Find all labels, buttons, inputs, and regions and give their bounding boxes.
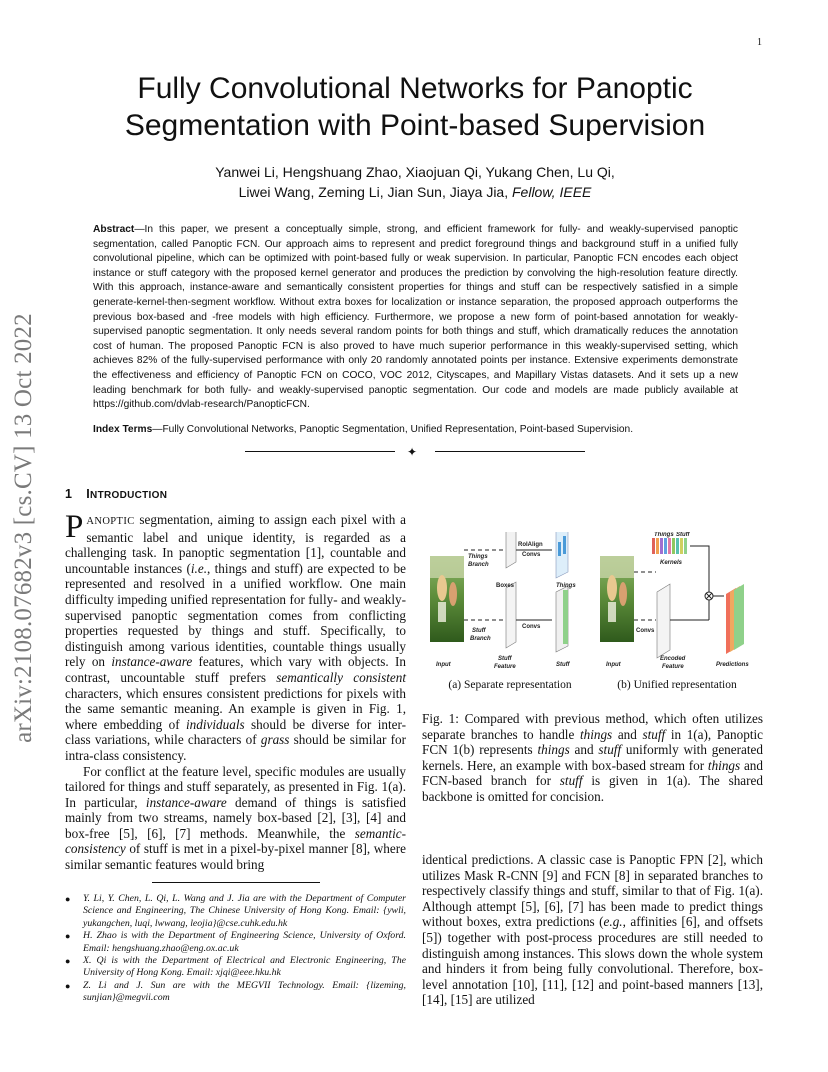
label-convs-mid: Convs <box>522 624 541 630</box>
footnote <box>65 980 406 1005</box>
text-run: demand of things is satisfied mainly from two streams, namely box-based [2], [3], [4] and box-free [5], [6], [7] methods. Meanwhile, the <box>65 794 407 841</box>
title-line-1: Fully Convolutional Networks for Panoptic <box>137 72 693 105</box>
text-run: , things and stuff) are expected to be represented and resolved in a unified workflow. One main difficulty impeding unified representation for fully- and weakly-supervised panoptic segmentation comes from conflicting properties requested by things and stuff. Specifically, to distinguish among various identities, countable things usually rely on <box>65 560 406 670</box>
prediction-stack <box>726 584 744 654</box>
label-boxes: Boxes <box>496 583 515 589</box>
text-run: things <box>537 742 570 758</box>
arxiv-id: arXiv:2108.07682v3 [cs.CV] 13 Oct 2022 <box>10 313 37 743</box>
input-image-b <box>600 556 634 642</box>
text-run: semantically consistent <box>276 669 406 685</box>
text-run: things <box>579 726 613 742</box>
authors-line-1: Yanwei Li, Hengshuang Zhao, Xiaojuan Qi, Yukang Chen, Lu Qi, <box>215 164 615 180</box>
intro-paragraph-2 <box>65 764 406 873</box>
footnotes <box>65 893 406 1005</box>
section-divider <box>245 444 585 460</box>
things-feature-block <box>506 532 516 568</box>
label-roialign: RoIAlign <box>518 542 543 548</box>
label-stuff-branch-1: Stuff <box>472 628 486 634</box>
text-run: instance-aware <box>145 794 227 810</box>
text-run: grass <box>260 732 290 748</box>
text-run: individuals <box>186 716 245 732</box>
arxiv-watermark <box>4 288 44 768</box>
text-run: should be similar for intra-class consistency. <box>65 732 406 763</box>
right-column-body <box>422 852 763 1008</box>
text-run: instance-aware <box>111 654 193 670</box>
divider-line-right <box>435 451 585 452</box>
label-convs-b: Convs <box>636 628 655 634</box>
kernel-stack <box>652 538 687 554</box>
authors-line-2 <box>140 182 690 202</box>
label-input-b: Input <box>606 662 621 668</box>
subcaption-a: (a) Separate representation <box>448 679 572 691</box>
text-run: and <box>569 742 599 758</box>
page-number: 1 <box>757 37 762 48</box>
label-things-branch-2: Branch <box>468 562 489 568</box>
label-input-a: Input <box>436 662 451 668</box>
section-number: 1 <box>65 487 73 501</box>
footnote-text: Z. Li and J. Sun are with the MEGVII Technology. Email: {lizeming, sunjian}@megvii.com <box>83 979 406 1004</box>
bullet-icon: ● <box>65 894 71 904</box>
text-run: semantic-consistency <box>65 825 406 857</box>
label-things: Things <box>556 583 576 589</box>
authors-names: Liwei Wang, Zeming Li, Jian Sun, Jiaya Jia, <box>238 184 512 200</box>
label-stuff-feature-2: Feature <box>494 664 516 670</box>
label-stuff-branch-2: Branch <box>470 636 491 642</box>
paper-title <box>70 70 760 144</box>
text-run: characters, which ensures consistent predictions for pixels with the same semantic meaning. An example is given in Fig. 1, where embedding of <box>65 685 406 732</box>
text-run: uniformly with generated kernels. Here, an example with box-based stream for <box>422 742 763 773</box>
section-title-initial: I <box>86 487 91 501</box>
text-run: , affinities [6], and offsets [5]) together with post-process procedures are still needed to distinguish among instances. This slows down the whole system and hinders it from being fully convolutional. Therefore, box-level annotation [10], [11], [12] and point-based manners [13], [14], [15] are utilized <box>422 914 763 1008</box>
section-heading-introduction <box>65 487 167 501</box>
footnote <box>65 893 406 930</box>
bullet-icon: ● <box>65 931 71 942</box>
footnote <box>65 955 406 980</box>
figure-1-diagram <box>420 532 763 702</box>
section-title-rest: NTRODUCTION <box>90 490 168 501</box>
abstract-text: —In this paper, we present a conceptually simple, strong, and efficient framework for fully- and weakly-supervised panoptic segmentation, called Panoptic FCN. Our approach aims to represent and predict foreground things and background stuff in a unified fully convolutional pipeline, which can be optimized with point-based fully or weak supervision. In particular, Panoptic FCN encodes each object instance or stuff category with the proposed kernel generator and produces the prediction by convolving the high-resolution feature directly. With this approach, instance-aware and semantically consistent properties for things and stuff can be respectively satisfied in a simple generate-kernel-then-segment workflow. Without extra boxes for localization or instance separation, the proposed approach outperforms the previous box-based and -free models with high efficiency. Furthermore, we propose a new form of point-based annotation for weakly-supervised panoptic segmentation. It only needs several random points for both things and stuff, which dramatically reduces the annotation cost of human. The proposed Panoptic FCN is also proved to have much superior performance in this weakly-supervised setting, which achieves 82% of the fully-supervised performance with only 20 randomly annotated points per instance. Extensive experiments demonstrate the effectiveness and efficiency of Panoptic FCN on COCO, VOC 2012, Cityscapes, and Mapillary Vistas datasets. And it sets up a new leading benchmark for both fully- and weakly-supervised panoptic segmentation. Our code and models are made publicly available at https://github.com/dvlab-research/PanopticFCN. <box>93 224 738 411</box>
drop-cap: P <box>65 509 84 545</box>
label-convs-top: Convs <box>522 552 541 558</box>
text-run: Fig. 1: Compared with previous method, which often utilizes separate branches to handle <box>422 711 763 742</box>
title-line-2: Segmentation with Point-based Supervision <box>124 109 706 142</box>
text-run: stuff <box>642 726 666 742</box>
footnote-text: Y. Li, Y. Chen, L. Qi, L. Wang and J. Jia are with the Department of Computer Science and Engineering, The Chinese University of Hong Kong. Email: {ywli, yukangchen, luqi, lwwang, leojia}@cse.cuhk.edu.hk <box>83 893 406 929</box>
text-run: and <box>612 726 643 742</box>
footnote <box>65 930 406 955</box>
footnote-rule <box>152 882 320 883</box>
text-run: stuff <box>559 773 583 789</box>
text-run: should be diverse for inter-class variations, while characters of <box>65 716 406 748</box>
label-kernels: Kernels <box>660 560 683 566</box>
label-predictions: Predictions <box>716 662 749 668</box>
panel-a <box>430 532 576 670</box>
label-stuff-out: Stuff <box>556 662 570 668</box>
index-terms <box>93 423 738 437</box>
text-run: features, which vary with objects. In contrast, uncountable stuff prefers <box>65 654 406 685</box>
footnote-text: X. Qi is with the Department of Electrical and Electronic Engineering, The University of Hong Kong. Email: xjqi@eee.hku.hk <box>83 955 406 979</box>
input-image-a <box>430 556 464 642</box>
author-list <box>140 162 690 202</box>
index-terms-label: Index Terms <box>93 424 153 435</box>
text-run: in 1(a), Panoptic FCN 1(b) represents <box>422 726 763 758</box>
divider-line-left <box>245 451 395 452</box>
index-terms-text: —Fully Convolutional Networks, Panoptic Segmentation, Unified Representation, Point-based Supervision. <box>152 424 634 435</box>
label-encoded-2: Feature <box>662 664 684 670</box>
text-run: stuff <box>598 742 622 758</box>
figure-caption <box>422 711 763 805</box>
bullet-icon: ● <box>65 956 71 967</box>
text-run: of stuff is met in a pixel-by-pixel manner [8], where similar semantic features would bring <box>65 841 406 873</box>
label-kernel-things: Things <box>654 532 674 538</box>
label-encoded-1: Encoded <box>660 656 686 662</box>
text-run: e.g. <box>603 914 623 930</box>
text-run: identical predictions. A classic case is Panoptic FPN [2], which utilizes Mask R-CNN [9] and FCN [8] in separated branches to respectively classify things and stuff, similar to that of Fig. 1(a). Although attempt [5], [6], [7] has been made to predict things without boxes, extra predictions ( <box>422 852 763 930</box>
intro-smallcaps: ANOPTIC <box>86 516 135 527</box>
panel-b <box>600 532 749 670</box>
subcaption-b: (b) Unified representation <box>617 679 737 691</box>
label-things-branch-1: Things <box>468 554 488 560</box>
introduction-body <box>65 509 407 873</box>
text-run: segmentation, aiming to assign each pixel with a semantic label and unique identity, is regarded as a challenging task. In panoptic segmentation [1], countable and uncountable instances ( <box>65 512 406 576</box>
label-stuff-feature-1: Stuff <box>498 656 512 662</box>
text-run: For conflict at the feature level, specific modules are usually tailored for things and stuff separately, as presented in Fig. 1(a). In particular, <box>65 763 406 810</box>
authors-fellow: Fellow, IEEE <box>512 184 592 200</box>
intro-paragraph-1 <box>65 509 406 764</box>
things-output-block <box>556 532 568 578</box>
text-run: and FCN-based branch for <box>422 757 763 789</box>
stuff-feature-block <box>506 582 516 648</box>
divider-diamond-icon: ✦ <box>407 445 418 459</box>
label-kernel-stuff: Stuff <box>676 532 690 538</box>
abstract <box>93 223 738 413</box>
footnote-text: H. Zhao is with the Department of Engineering Science, University of Oxford. Email: hengshuang.zhao@eng.ox.ac.uk <box>83 930 406 954</box>
text-run: i.e. <box>190 560 207 576</box>
bullet-icon: ● <box>65 980 71 991</box>
encoded-feature-block <box>657 584 670 658</box>
text-run: things <box>707 757 741 773</box>
text-run: is given in 1(a). The shared backbone is omitted for concision. <box>422 773 764 804</box>
abstract-label: Abstract <box>93 224 135 235</box>
